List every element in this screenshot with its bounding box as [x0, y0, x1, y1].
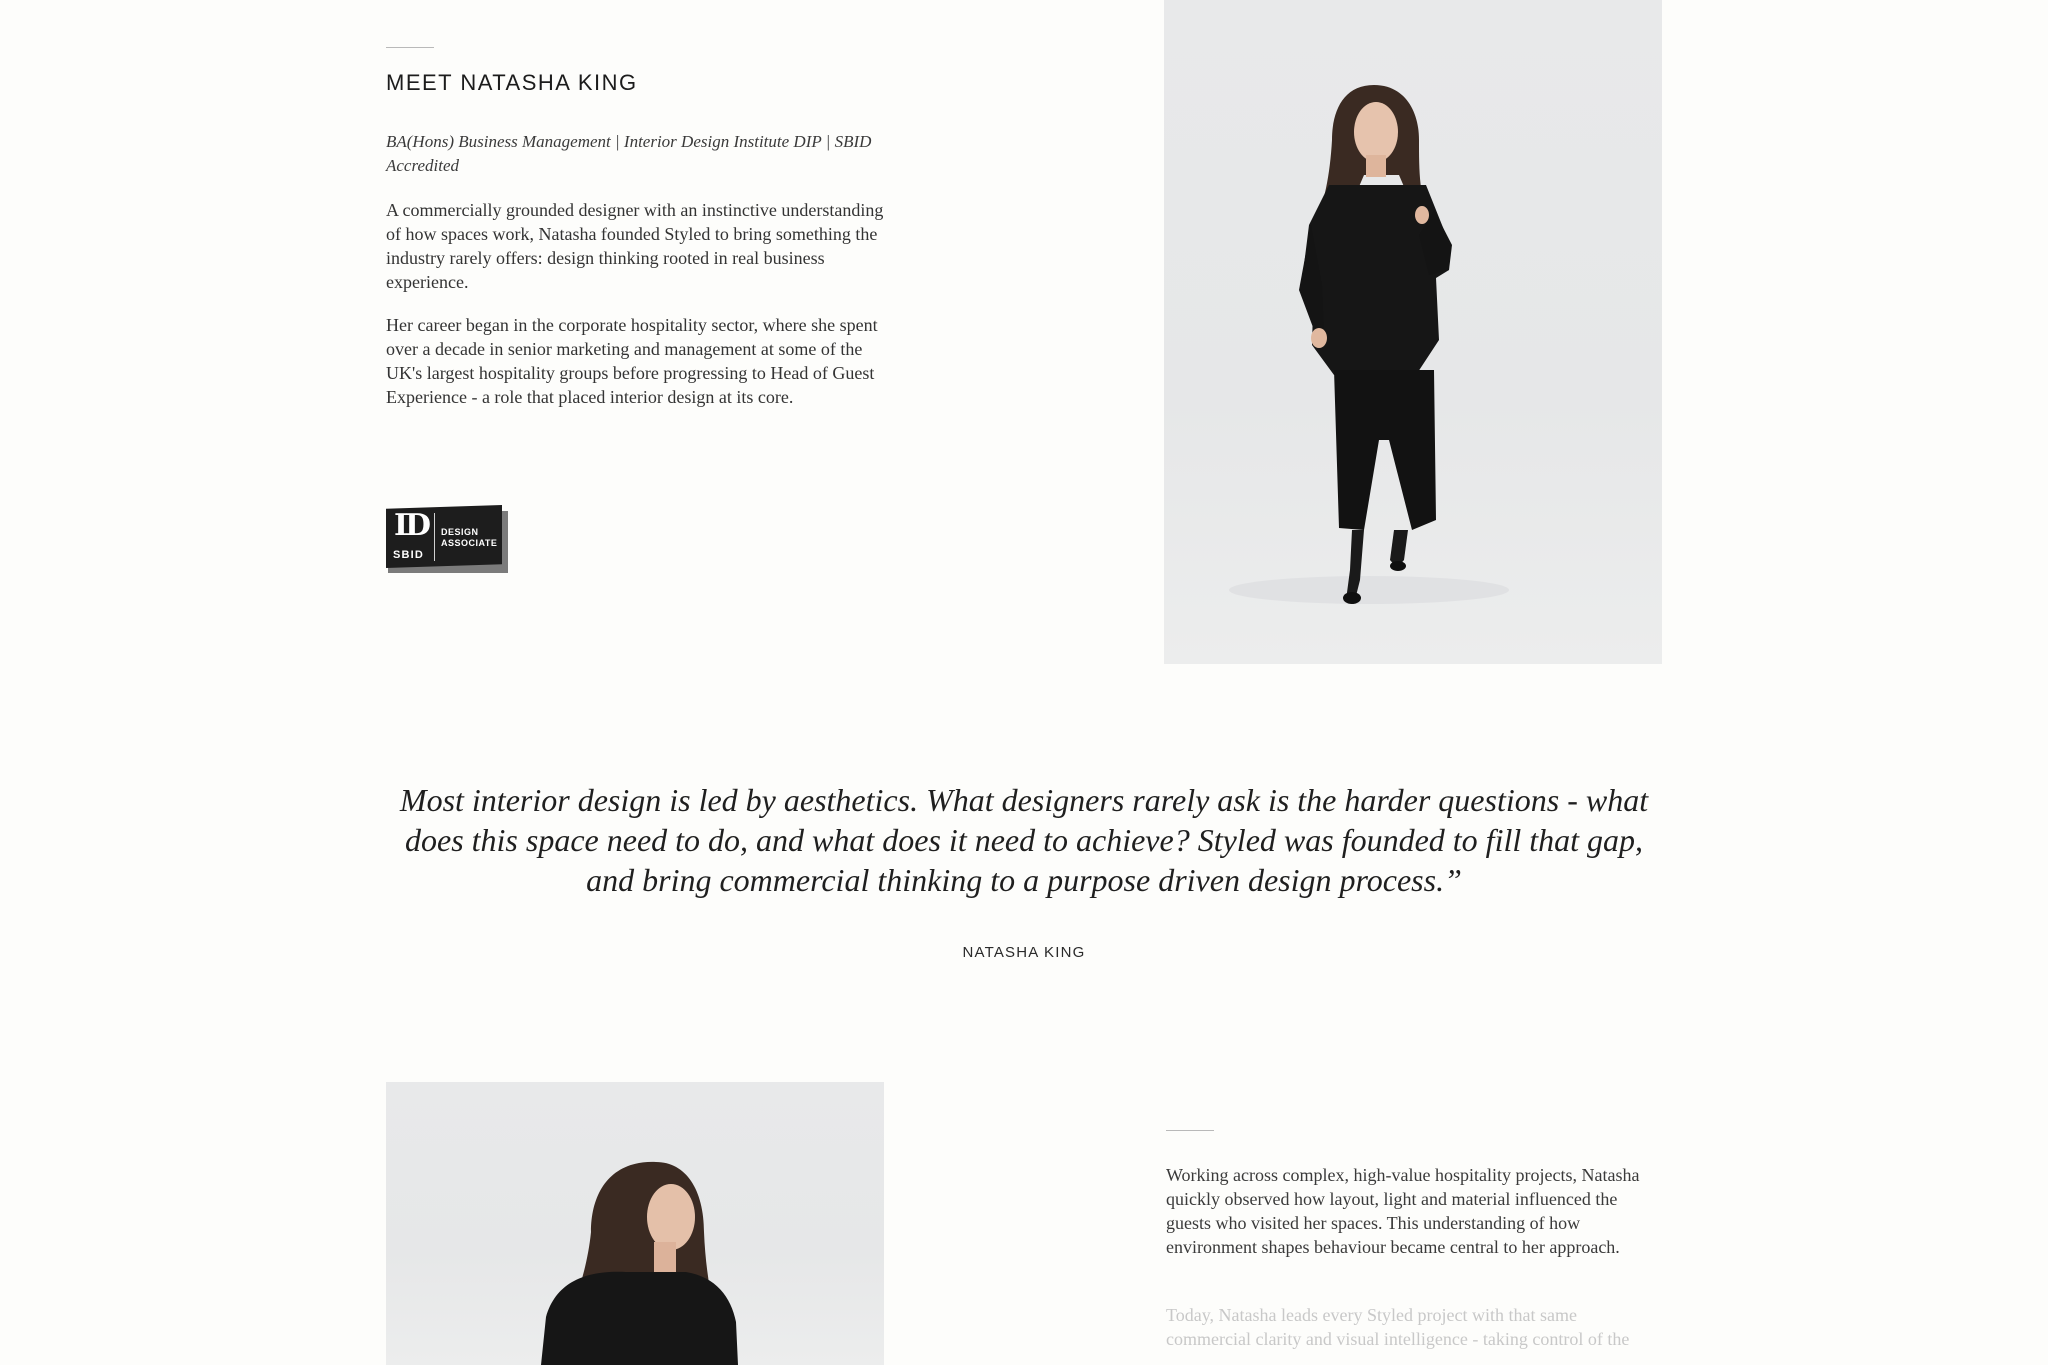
portrait-photo-standing — [1164, 0, 1662, 664]
page-title: MEET NATASHA KING — [386, 70, 638, 95]
section-divider — [1166, 1130, 1214, 1131]
badge-line: DESIGN — [441, 527, 479, 537]
lower-paragraph: Today, Natasha leads every Styled project with that same commercial clarity and visual intelligence - taking control of the — [1166, 1305, 1630, 1349]
intro-paragraph: Her career began in the corporate hospitality sector, where she spent over a decade in senior marketing and management at some of the UK's largest hospitality groups before progressing to Head of Guest Experience - a role that placed interior design at its core. — [386, 315, 878, 407]
section-divider — [386, 47, 434, 48]
founder-quote: Most interior design is led by aesthetics. What designers rarely ask is the harder questions - what does this space need to do, and what does it need to achieve? Styled was founded to fill that gap, and bring commercial thinking to a purpose driven design process.” — [399, 782, 1649, 898]
intro-paragraph: A commercially grounded designer with an instinctive understanding of how spaces work, Natasha founded Styled to bring something the industry rarely offers: design thinking rooted in real business experience. — [386, 200, 884, 292]
portrait-photo-seated — [386, 1082, 884, 1365]
sbid-org-label: SBID — [393, 549, 425, 561]
badge-line: ASSOCIATE — [441, 538, 498, 548]
quote-author: NATASHA KING — [962, 944, 1086, 961]
credentials-text: BA(Hons) Business Management | Interior Design Institute DIP | SBID Accredited — [386, 132, 872, 175]
sbid-logo-mark: ID — [394, 508, 429, 543]
lower-paragraph: Working across complex, high-value hospitality projects, Natasha quickly observed how layout, light and material influenced the guests who visited her spaces. This understanding of how environment shapes behaviour became central to her approach. — [1166, 1165, 1640, 1257]
sbid-badge — [386, 505, 508, 573]
